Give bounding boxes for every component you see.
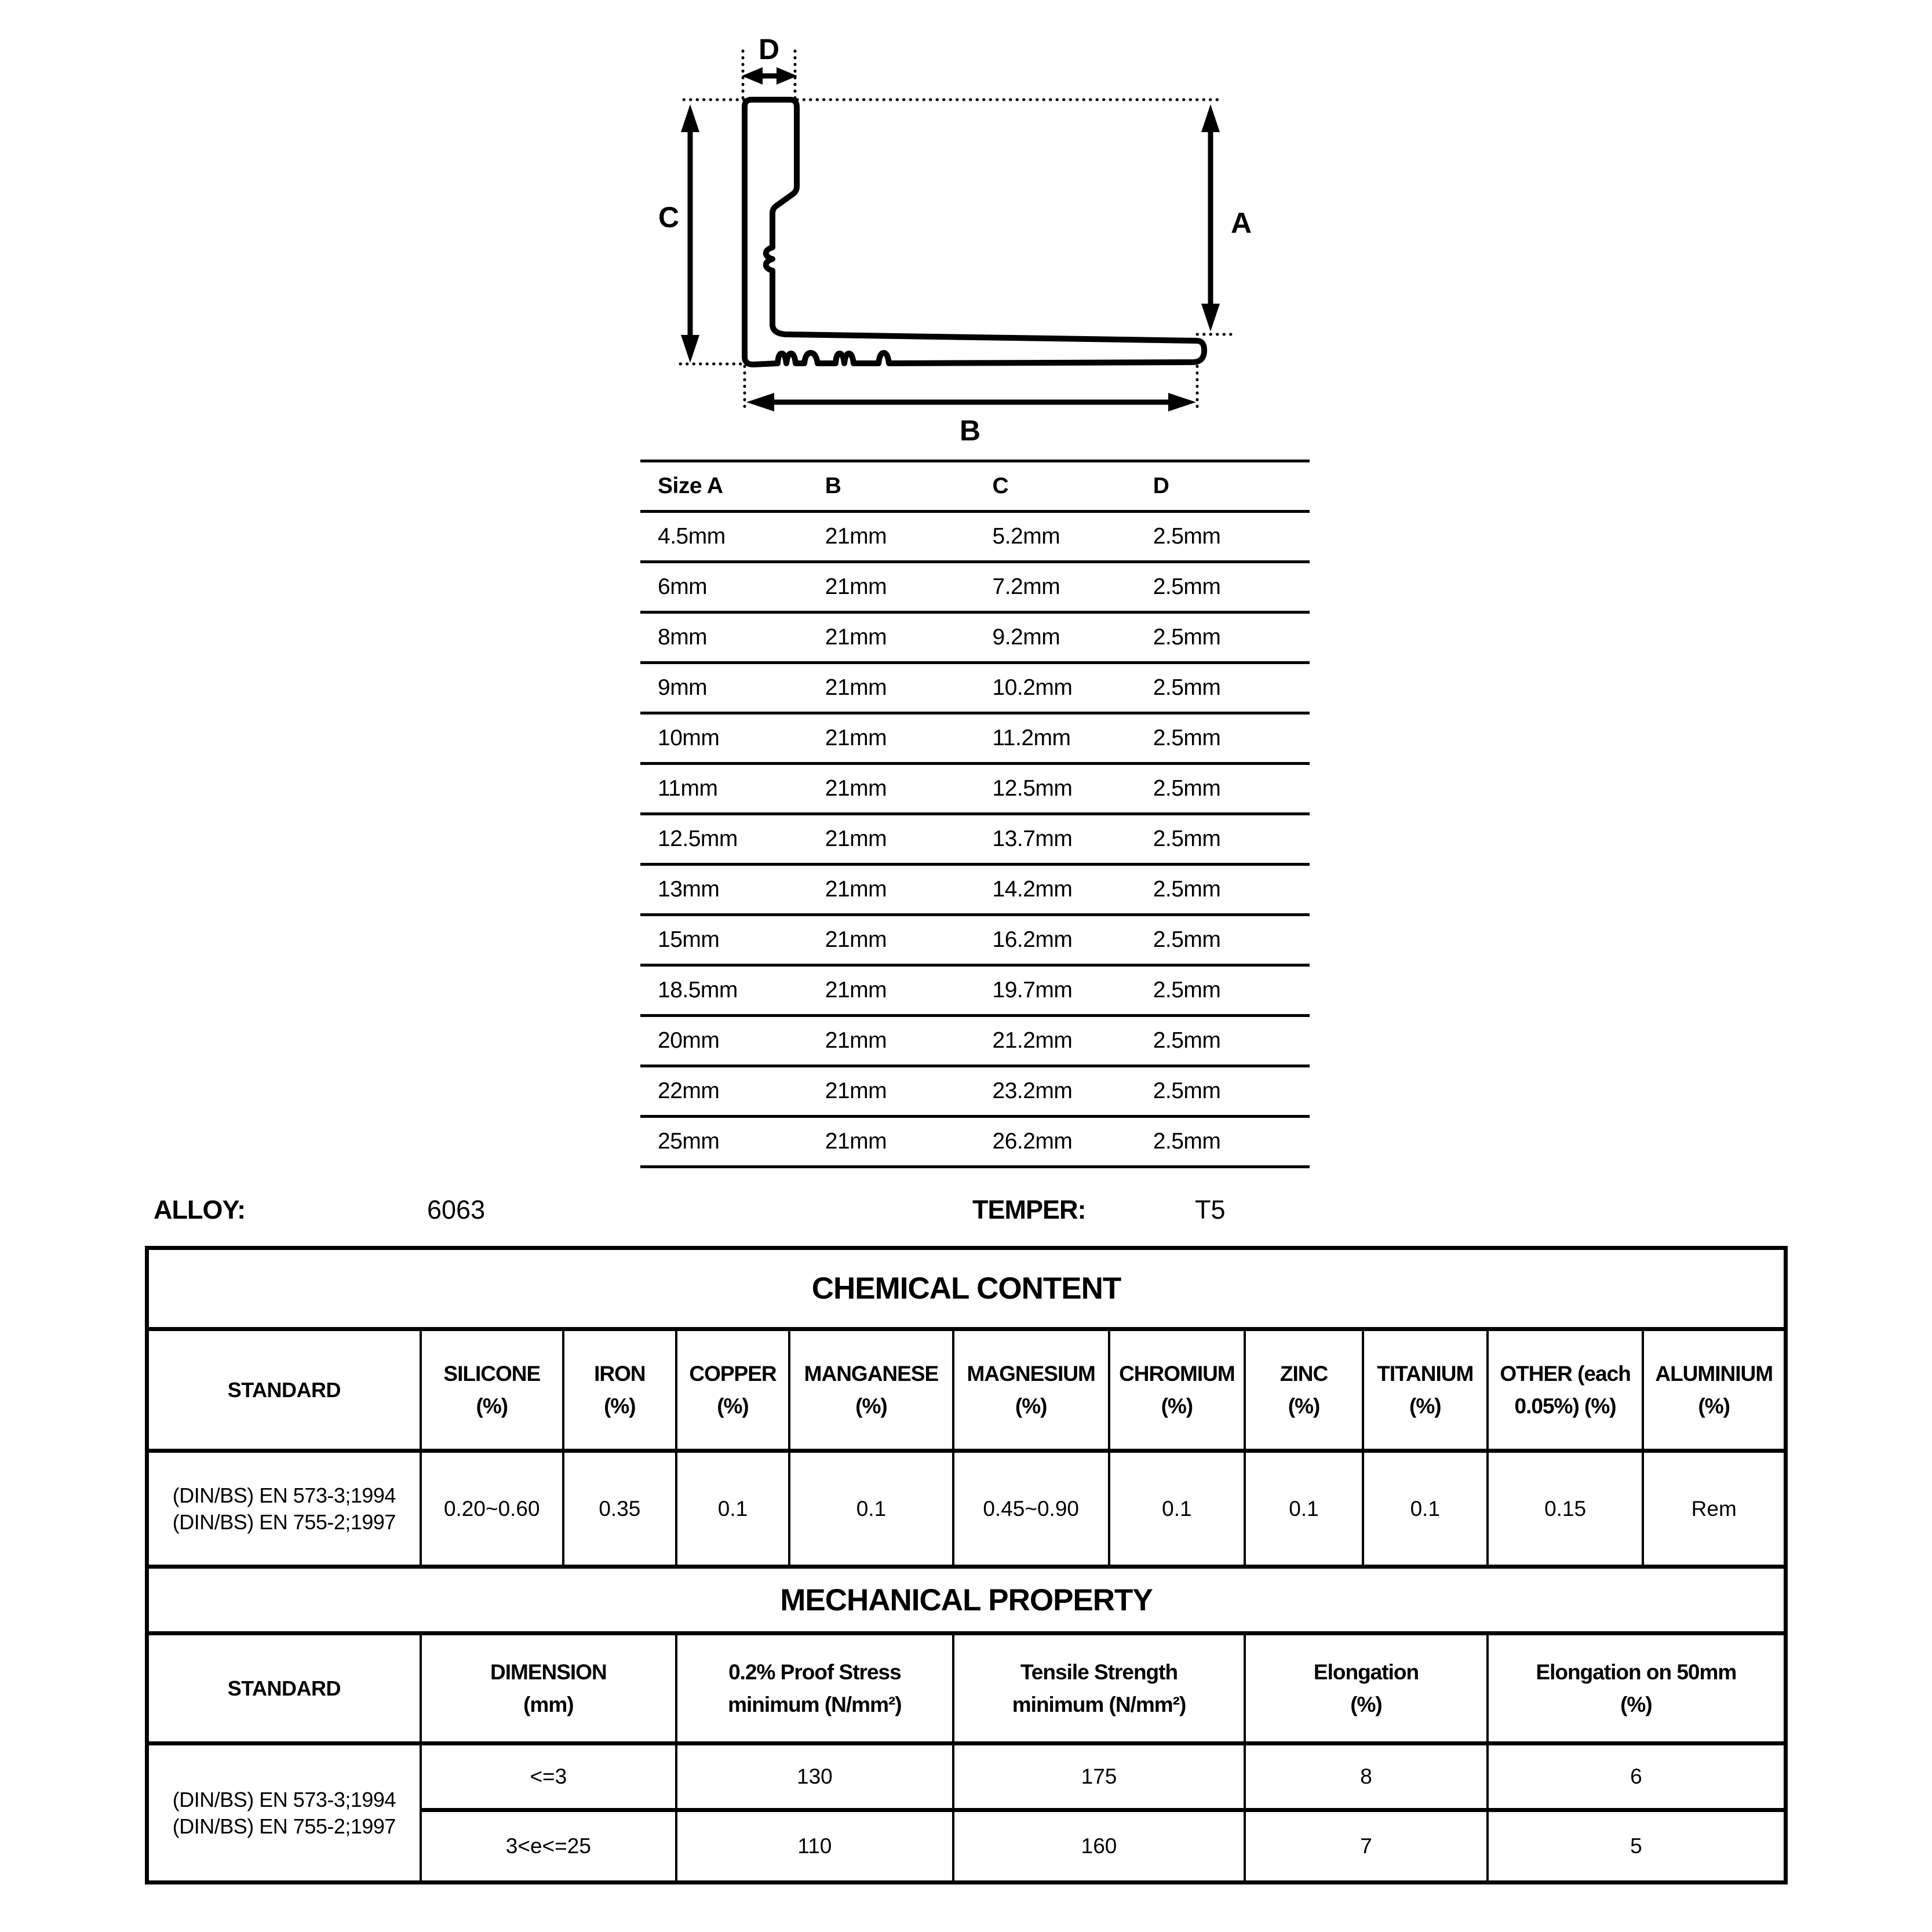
cell: 0.15: [1488, 1451, 1643, 1567]
table-row: [640, 1066, 1310, 1117]
size-col-header-a: Size A: [640, 461, 808, 512]
header-line: STANDARD: [227, 1377, 341, 1402]
chem-header-manganese: [789, 1329, 953, 1451]
cell: 0.45~0.90: [953, 1451, 1109, 1567]
cell: 2.5mm: [1136, 1066, 1310, 1117]
header-line: (%): [1161, 1394, 1193, 1418]
cell: 11mm: [640, 764, 808, 814]
mech-header-proof-stress: [676, 1634, 953, 1744]
temper-value: T5: [1195, 1195, 1226, 1224]
cell: 0.1: [1109, 1451, 1245, 1567]
cell: 12.5mm: [640, 814, 808, 865]
chem-header-copper: [676, 1329, 789, 1451]
chemical-title-row: [147, 1248, 1786, 1329]
header-line: TITANIUM: [1377, 1361, 1474, 1386]
table-row: [640, 713, 1310, 764]
header-line: OTHER (each: [1500, 1361, 1631, 1386]
arrowhead-b-left: [746, 393, 774, 411]
cell: 2.5mm: [1136, 613, 1310, 663]
cell: 21mm: [808, 764, 975, 814]
cell: 21mm: [808, 713, 975, 764]
arrowhead-b-right: [1168, 393, 1196, 411]
header-line: (%): [1288, 1394, 1320, 1418]
cell: 2.5mm: [1136, 512, 1310, 562]
header-line: (%): [855, 1394, 887, 1418]
header-line: DIMENSION: [490, 1660, 607, 1684]
table-row: [640, 663, 1310, 713]
cell: 12.5mm: [975, 764, 1136, 814]
cell: 26.2mm: [975, 1117, 1136, 1167]
cell: 2.5mm: [1136, 814, 1310, 865]
cell: <=3: [421, 1744, 676, 1810]
mech-standard-cell: [147, 1744, 421, 1883]
size-table: [640, 460, 1310, 1168]
cell: 8mm: [640, 613, 808, 663]
mechanical-title-row: [147, 1567, 1786, 1634]
header-line: (%): [717, 1394, 749, 1418]
table-row: [640, 562, 1310, 613]
chem-standard-cell: [147, 1451, 421, 1567]
cell: 0.35: [563, 1451, 676, 1567]
cell: 4.5mm: [640, 512, 808, 562]
header-line: STANDARD: [227, 1676, 341, 1700]
chem-header-standard: [147, 1329, 421, 1451]
table-row: [640, 965, 1310, 1016]
cell: 175: [953, 1744, 1245, 1810]
cell: 16.2mm: [975, 915, 1136, 965]
cell: 110: [676, 1810, 953, 1883]
header-line: (mm): [523, 1692, 574, 1716]
cell: 21mm: [808, 865, 975, 915]
cell: 2.5mm: [1136, 965, 1310, 1016]
arrowhead-a-top: [1201, 104, 1220, 132]
header-line: ALUMINIUM: [1655, 1361, 1773, 1386]
cell: 21mm: [808, 1117, 975, 1167]
header-line: ZINC: [1280, 1361, 1328, 1386]
profile-diagram: [649, 17, 1298, 452]
chem-header-aluminium: [1643, 1329, 1785, 1451]
arrowhead-c-bottom: [681, 335, 699, 363]
cell: 7: [1245, 1810, 1488, 1883]
cell: 13mm: [640, 865, 808, 915]
cell: 5.2mm: [975, 512, 1136, 562]
table-row: [640, 814, 1310, 865]
standard-line: (DIN/BS) EN 755-2;1997: [172, 1814, 396, 1838]
header-line: MANGANESE: [804, 1361, 939, 1386]
table-row: [640, 613, 1310, 663]
dim-label-c: C: [658, 201, 680, 234]
mech-header-elongation-50mm: [1488, 1634, 1786, 1744]
cell: 25mm: [640, 1117, 808, 1167]
header-line: (%): [1409, 1394, 1441, 1418]
profile-outline: [745, 100, 1204, 364]
cell: 6mm: [640, 562, 808, 613]
header-line: minimum (N/mm²): [1012, 1692, 1186, 1716]
cell: 21mm: [808, 512, 975, 562]
header-line: MAGNESIUM: [967, 1361, 1095, 1386]
cell: 23.2mm: [975, 1066, 1136, 1117]
table-row: [640, 1016, 1310, 1066]
chem-header-other: [1488, 1329, 1643, 1451]
standard-line: (DIN/BS) EN 573-3;1994: [172, 1787, 396, 1811]
cell: 21mm: [808, 562, 975, 613]
cell: 20mm: [640, 1016, 808, 1066]
header-line: SILICONE: [443, 1361, 541, 1386]
cell: 0.20~0.60: [421, 1451, 563, 1567]
cell: 2.5mm: [1136, 865, 1310, 915]
mechanical-header-row: [147, 1634, 1786, 1744]
cell: 18.5mm: [640, 965, 808, 1016]
header-line: minimum (N/mm²): [728, 1692, 902, 1716]
alloy-label: ALLOY:: [154, 1195, 246, 1224]
mech-header-dimension: [421, 1634, 676, 1744]
cell: 2.5mm: [1136, 663, 1310, 713]
cell: 13.7mm: [975, 814, 1136, 865]
chemical-data-row: [147, 1451, 1786, 1567]
temper-label: TEMPER:: [972, 1195, 1086, 1224]
table-row: [640, 1117, 1310, 1167]
dim-label-a: A: [1230, 207, 1252, 239]
chem-header-silicone: [421, 1329, 563, 1451]
chemical-title: CHEMICAL CONTENT: [147, 1248, 1786, 1329]
chem-header-iron: [563, 1329, 676, 1451]
mech-header-tensile: [953, 1634, 1245, 1744]
cell: 3<e<=25: [421, 1810, 676, 1883]
table-row: [640, 512, 1310, 562]
table-row: [640, 764, 1310, 814]
size-col-header-b: B: [808, 461, 975, 512]
chem-header-chromium: [1109, 1329, 1245, 1451]
mechanical-data-row: [147, 1744, 1786, 1810]
cell: 19.7mm: [975, 965, 1136, 1016]
header-line: Elongation: [1313, 1660, 1419, 1684]
header-line: 0.05%) (%): [1514, 1394, 1616, 1418]
chem-header-titanium: [1363, 1329, 1488, 1451]
cell: 21mm: [808, 613, 975, 663]
cell: 14.2mm: [975, 865, 1136, 915]
cell: 2.5mm: [1136, 915, 1310, 965]
cell: 10mm: [640, 713, 808, 764]
cell: 0.1: [1245, 1451, 1363, 1567]
standard-line: (DIN/BS) EN 573-3;1994: [172, 1483, 396, 1507]
chemical-header-row: [147, 1329, 1786, 1451]
cell: 11.2mm: [975, 713, 1136, 764]
cell: 7.2mm: [975, 562, 1136, 613]
cell: 2.5mm: [1136, 713, 1310, 764]
dim-label-b: B: [959, 414, 981, 447]
cell: 22mm: [640, 1066, 808, 1117]
chem-header-zinc: [1245, 1329, 1363, 1451]
dim-label-d: D: [758, 33, 780, 65]
cell: 5: [1488, 1810, 1786, 1883]
header-line: (%): [1698, 1394, 1730, 1418]
arrowhead-d-left: [742, 67, 763, 85]
arrowhead-c-top: [681, 104, 699, 132]
cell: 21mm: [808, 814, 975, 865]
cell: 21mm: [808, 915, 975, 965]
mech-header-standard: [147, 1634, 421, 1744]
table-row: [640, 865, 1310, 915]
cell: 21mm: [808, 1016, 975, 1066]
cell: 21.2mm: [975, 1016, 1136, 1066]
size-col-header-c: C: [975, 461, 1136, 512]
header-line: Tensile Strength: [1020, 1660, 1178, 1684]
header-line: (%): [1620, 1692, 1652, 1716]
cell: 15mm: [640, 915, 808, 965]
cell: 2.5mm: [1136, 562, 1310, 613]
header-line: (%): [604, 1394, 636, 1418]
header-line: (%): [1350, 1692, 1382, 1716]
cell: 21mm: [808, 1066, 975, 1117]
mech-header-elongation: [1245, 1634, 1488, 1744]
header-line: 0.2% Proof Stress: [728, 1660, 901, 1684]
header-line: Elongation on 50mm: [1536, 1660, 1737, 1684]
cell: 9mm: [640, 663, 808, 713]
table-row: [640, 915, 1310, 965]
size-col-header-d: D: [1136, 461, 1310, 512]
cell: 8: [1245, 1744, 1488, 1810]
header-line: CHROMIUM: [1119, 1361, 1235, 1386]
size-table-header-row: [640, 461, 1310, 512]
cell: 160: [953, 1810, 1245, 1883]
cell: 0.1: [789, 1451, 953, 1567]
cell: 0.1: [1363, 1451, 1488, 1567]
alloy-temper-line: [0, 1191, 1932, 1229]
mechanical-title: MECHANICAL PROPERTY: [147, 1567, 1786, 1634]
cell: 2.5mm: [1136, 1117, 1310, 1167]
chem-header-magnesium: [953, 1329, 1109, 1451]
cell: 10.2mm: [975, 663, 1136, 713]
header-line: IRON: [594, 1361, 646, 1386]
arrowhead-a-bottom: [1201, 304, 1220, 331]
cell: 130: [676, 1744, 953, 1810]
spec-table: [145, 1246, 1788, 1884]
cell: 2.5mm: [1136, 764, 1310, 814]
cell: 2.5mm: [1136, 1016, 1310, 1066]
cell: 6: [1488, 1744, 1786, 1810]
header-line: (%): [476, 1394, 508, 1418]
cell: 0.1: [676, 1451, 789, 1567]
header-line: COPPER: [689, 1361, 777, 1386]
alloy-value: 6063: [427, 1195, 486, 1224]
cell: Rem: [1643, 1451, 1785, 1567]
cell: 21mm: [808, 965, 975, 1016]
standard-line: (DIN/BS) EN 755-2;1997: [172, 1510, 396, 1534]
cell: 9.2mm: [975, 613, 1136, 663]
header-line: (%): [1015, 1394, 1047, 1418]
cell: 21mm: [808, 663, 975, 713]
